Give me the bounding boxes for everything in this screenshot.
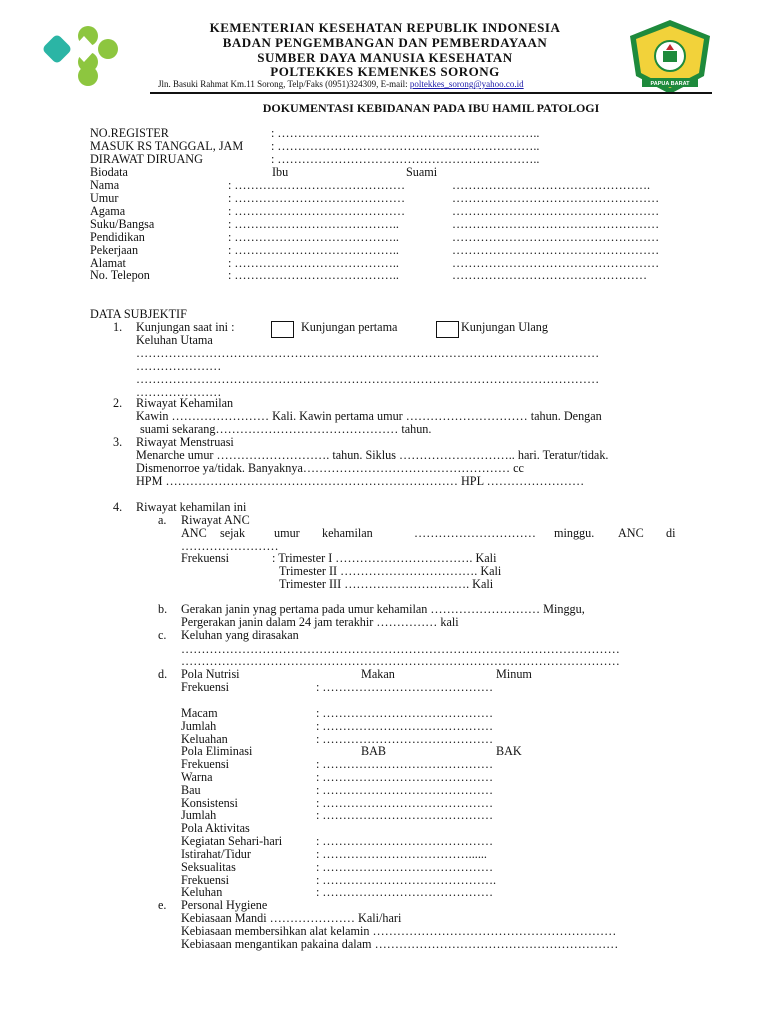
underwear-change-line[interactable]: Kebiasaan mengantikan pakaina dalam …………………………………………………… bbox=[181, 937, 619, 951]
anc-week-field[interactable]: ………………………… bbox=[414, 526, 536, 540]
ward-field[interactable]: : ……………………………………………………….. bbox=[271, 152, 540, 166]
pregnancy-history-label: Riwayat Kehamilan bbox=[136, 396, 234, 410]
elimination-row-label: Jumlah bbox=[181, 808, 217, 822]
bathing-habit-line[interactable]: Kebiasaan Mandi ………………… Kali/hari bbox=[181, 911, 402, 925]
repeat-visit-label: Kunjungan Ulang bbox=[461, 320, 548, 334]
elimination-row-label: Bau bbox=[181, 783, 201, 797]
email-link[interactable]: poltekkes_sorong@yahoo.co.id bbox=[409, 79, 524, 89]
biodata-col-ibu: Ibu bbox=[272, 165, 289, 179]
activity-row-label: Frekuensi bbox=[181, 873, 230, 887]
hpm-hpl-line[interactable]: HPM ……………………………………………………………… HPL …………………… bbox=[136, 474, 585, 488]
elimination-col-bak: BAK bbox=[496, 744, 522, 758]
biodata-row-label: Umur bbox=[90, 191, 119, 205]
biodata-suami-field[interactable]: …………………………………………… bbox=[452, 230, 660, 244]
header-line-3: SUMBER DAYA MANUSIA KESEHATAN bbox=[257, 50, 513, 65]
poltekkes-sorong-seal bbox=[624, 18, 716, 96]
item-number: 1. bbox=[113, 320, 123, 334]
main-complaint-field[interactable]: ………………… bbox=[136, 359, 222, 373]
activity-field[interactable]: : …………………………………… bbox=[316, 860, 494, 874]
activity-row-label: Kegiatan Sehari-hari bbox=[181, 834, 283, 848]
biodata-label: Biodata bbox=[90, 165, 128, 179]
biodata-col-suami: Suami bbox=[406, 165, 438, 179]
nutrition-col-drink: Minum bbox=[496, 667, 532, 681]
nutrition-field[interactable]: : …………………………………… bbox=[316, 680, 494, 694]
biodata-row-label: Pendidikan bbox=[90, 230, 145, 244]
dysmenorrhea-line[interactable]: Dismenorroe ya/tidak. Banyaknya…………………………………………… cc bbox=[136, 461, 524, 475]
nutrition-row-label: Keluahan bbox=[181, 732, 228, 746]
section-heading-subjektif: DATA SUBJEKTIF bbox=[90, 307, 187, 321]
sub-letter: e. bbox=[158, 898, 167, 912]
activity-field[interactable]: : ……………………………………. bbox=[316, 873, 497, 887]
elimination-row-label: Warna bbox=[181, 770, 213, 784]
biodata-ibu-field[interactable]: : …………………………………… bbox=[228, 204, 406, 218]
sub-letter: c. bbox=[158, 628, 167, 642]
anc-word: minggu. bbox=[554, 526, 595, 540]
nutrition-field[interactable]: : …………………………………… bbox=[316, 732, 494, 746]
biodata-suami-field[interactable]: …………………………………………… bbox=[452, 204, 660, 218]
nutrition-field[interactable]: : …………………………………… bbox=[316, 706, 494, 720]
biodata-row-label: Suku/Bangsa bbox=[90, 217, 155, 231]
first-visit-label: Kunjungan pertama bbox=[301, 320, 398, 334]
nutrition-field[interactable]: : …………………………………… bbox=[316, 719, 494, 733]
item-number: 4. bbox=[113, 500, 123, 514]
current-pregnancy-label: Riwayat kehamilan ini bbox=[136, 500, 247, 514]
main-complaint-field[interactable]: …………………………………………………………………………………………………… bbox=[136, 372, 600, 386]
main-complaint-label: Keluhan Utama bbox=[136, 333, 213, 347]
biodata-ibu-field[interactable]: : ………………………………….. bbox=[228, 230, 399, 244]
anc-frequency-label: Frekuensi bbox=[181, 551, 230, 565]
item-number: 3. bbox=[113, 435, 123, 449]
anc-word: umur bbox=[274, 526, 300, 540]
elimination-field[interactable]: : …………………………………… bbox=[316, 770, 494, 784]
biodata-ibu-field[interactable]: : ………………………………….. bbox=[228, 268, 399, 282]
biodata-ibu-field[interactable]: : ………………………………….. bbox=[228, 217, 399, 231]
sub-letter: a. bbox=[158, 513, 167, 527]
anc-word: kehamilan bbox=[322, 526, 373, 540]
nutrition-row-label: Macam bbox=[181, 706, 218, 720]
hygiene-label: Personal Hygiene bbox=[181, 898, 268, 912]
biodata-ibu-field[interactable]: : ………………………………….. bbox=[228, 256, 399, 270]
marriage-line[interactable]: Kawin …………………… Kali. Kawin pertama umur ………………………… tahun. Dengan bbox=[136, 409, 602, 423]
elimination-row-label: Konsistensi bbox=[181, 796, 238, 810]
trimester-3-field[interactable]: Trimester III …………………………. Kali bbox=[279, 577, 494, 591]
biodata-row-label: Pekerjaan bbox=[90, 243, 139, 257]
activity-row-label: Seksualitas bbox=[181, 860, 236, 874]
sub-letter: b. bbox=[158, 602, 168, 616]
kemenkes-logo bbox=[38, 22, 130, 90]
activity-label: Pola Aktivitas bbox=[181, 821, 250, 835]
seal-bottom-text: PAPUA BARAT bbox=[650, 81, 690, 87]
menarche-line[interactable]: Menarche umur ………………………. tahun. Siklus ……………………….. hari. Teratur/tidak. bbox=[136, 448, 609, 462]
header-line-2: BADAN PENGEMBANGAN DAN PEMBERDAYAAN bbox=[222, 35, 548, 50]
activity-row-label: Istirahat/Tidur bbox=[181, 847, 251, 861]
sub-letter: d. bbox=[158, 667, 168, 681]
biodata-ibu-field[interactable]: : …………………………………… bbox=[228, 178, 406, 192]
register-label: NO.REGISTER bbox=[90, 126, 169, 140]
activity-row-label: Keluhan bbox=[181, 885, 223, 899]
complaints-label: Keluhan yang dirasakan bbox=[181, 628, 299, 642]
header-line-4: POLTEKKES KEMENKES SORONG bbox=[270, 64, 500, 79]
trimester-1-field[interactable]: : Trimester I ……………………………. Kali bbox=[272, 551, 497, 565]
visit-label: Kunjungan saat ini : bbox=[136, 320, 235, 334]
trimester-2-field[interactable]: Trimester II ……………………………. Kali bbox=[279, 564, 502, 578]
ward-label: DIRAWAT DIRUANG bbox=[90, 152, 203, 166]
fetal-movement-line[interactable]: Gerakan janin ynag pertama pada umur kehamilan ……………………… Minggu, bbox=[181, 602, 585, 616]
nutrition-col-food: Makan bbox=[361, 667, 395, 681]
anc-word: ANC bbox=[618, 526, 644, 540]
husband-line[interactable]: suami sekarang……………………………………… tahun. bbox=[140, 422, 432, 436]
main-complaint-field[interactable]: …………………………………………………………………………………………………… bbox=[136, 346, 600, 360]
biodata-suami-field[interactable]: …………………………………………… bbox=[452, 191, 660, 205]
anc-history-label: Riwayat ANC bbox=[181, 513, 250, 527]
elimination-field[interactable]: : …………………………………… bbox=[316, 808, 494, 822]
biodata-row-label: Alamat bbox=[90, 256, 126, 270]
biodata-suami-field[interactable]: …………………………………………… bbox=[452, 243, 660, 257]
register-field[interactable]: : ……………………………………………………….. bbox=[271, 126, 540, 140]
header-line-1: KEMENTERIAN KESEHATAN REPUBLIK INDONESIA bbox=[209, 20, 561, 35]
elimination-col-bab: BAB bbox=[361, 744, 387, 758]
elimination-label: Pola Eliminasi bbox=[181, 744, 253, 758]
menstrual-history-label: Riwayat Menstruasi bbox=[136, 435, 234, 449]
anc-location-field[interactable]: …………………… bbox=[181, 539, 279, 553]
biodata-suami-field[interactable]: ………………………………………… bbox=[452, 268, 647, 282]
admission-label: MASUK RS TANGGAL, JAM bbox=[90, 139, 244, 153]
elimination-field[interactable]: : …………………………………… bbox=[316, 757, 494, 771]
item-number: 2. bbox=[113, 396, 123, 410]
biodata-ibu-field[interactable]: : …………………………………… bbox=[228, 191, 406, 205]
admission-field[interactable]: : ……………………………………………………….. bbox=[271, 139, 540, 153]
complaints-field[interactable]: ……………………………………………………………………………………………… bbox=[181, 642, 620, 656]
first-visit-checkbox[interactable] bbox=[271, 321, 294, 338]
main-complaint-field[interactable]: ………………… bbox=[136, 385, 222, 399]
elimination-row-label: Frekuensi bbox=[181, 757, 230, 771]
activity-field[interactable]: : …………………………………… bbox=[316, 885, 494, 899]
activity-field[interactable]: : …………………………………… bbox=[316, 834, 494, 848]
biodata-suami-field[interactable]: …………………………………………… bbox=[452, 256, 660, 270]
biodata-suami-field[interactable]: …………………………………………… bbox=[452, 217, 660, 231]
biodata-suami-field[interactable]: …………………………………………. bbox=[452, 178, 651, 192]
document-title: DOKUMENTASI KEBIDANAN PADA IBU HAMIL PATOLOGI bbox=[262, 101, 600, 115]
nutrition-row-label: Frekuensi bbox=[181, 680, 230, 694]
biodata-row-label: Agama bbox=[90, 204, 126, 218]
anc-word: ANC bbox=[181, 526, 207, 540]
elimination-field[interactable]: : …………………………………… bbox=[316, 796, 494, 810]
nutrition-row-label: Jumlah bbox=[181, 719, 217, 733]
biodata-row-label: No. Telepon bbox=[90, 268, 150, 282]
complaints-field[interactable]: ……………………………………………………………………………………………… bbox=[181, 654, 620, 668]
biodata-ibu-field[interactable]: : ………………………………….. bbox=[228, 243, 399, 257]
genital-cleaning-line[interactable]: Kebiasaan membersihkan alat kelamin …………………………………………………… bbox=[181, 924, 617, 938]
elimination-field[interactable]: : …………………………………… bbox=[316, 783, 494, 797]
anc-word: di bbox=[666, 526, 676, 540]
anc-word: sejak bbox=[220, 526, 246, 540]
nutrition-label: Pola Nutrisi bbox=[181, 667, 240, 681]
biodata-row-label: Nama bbox=[90, 178, 120, 192]
repeat-visit-checkbox[interactable] bbox=[436, 321, 459, 338]
activity-field[interactable]: : ………………………………...... bbox=[316, 847, 487, 861]
header-divider bbox=[150, 92, 712, 94]
fetal-movement-24h-line[interactable]: Pergerakan janin dalam 24 jam terakhir …………… kali bbox=[181, 615, 459, 629]
header-address: Jln. Basuki Rahmat Km.11 Sorong, Telp/Faks (0951)324309, E-mail: poltekkes_sorong@yahoo.co.id bbox=[158, 79, 524, 89]
